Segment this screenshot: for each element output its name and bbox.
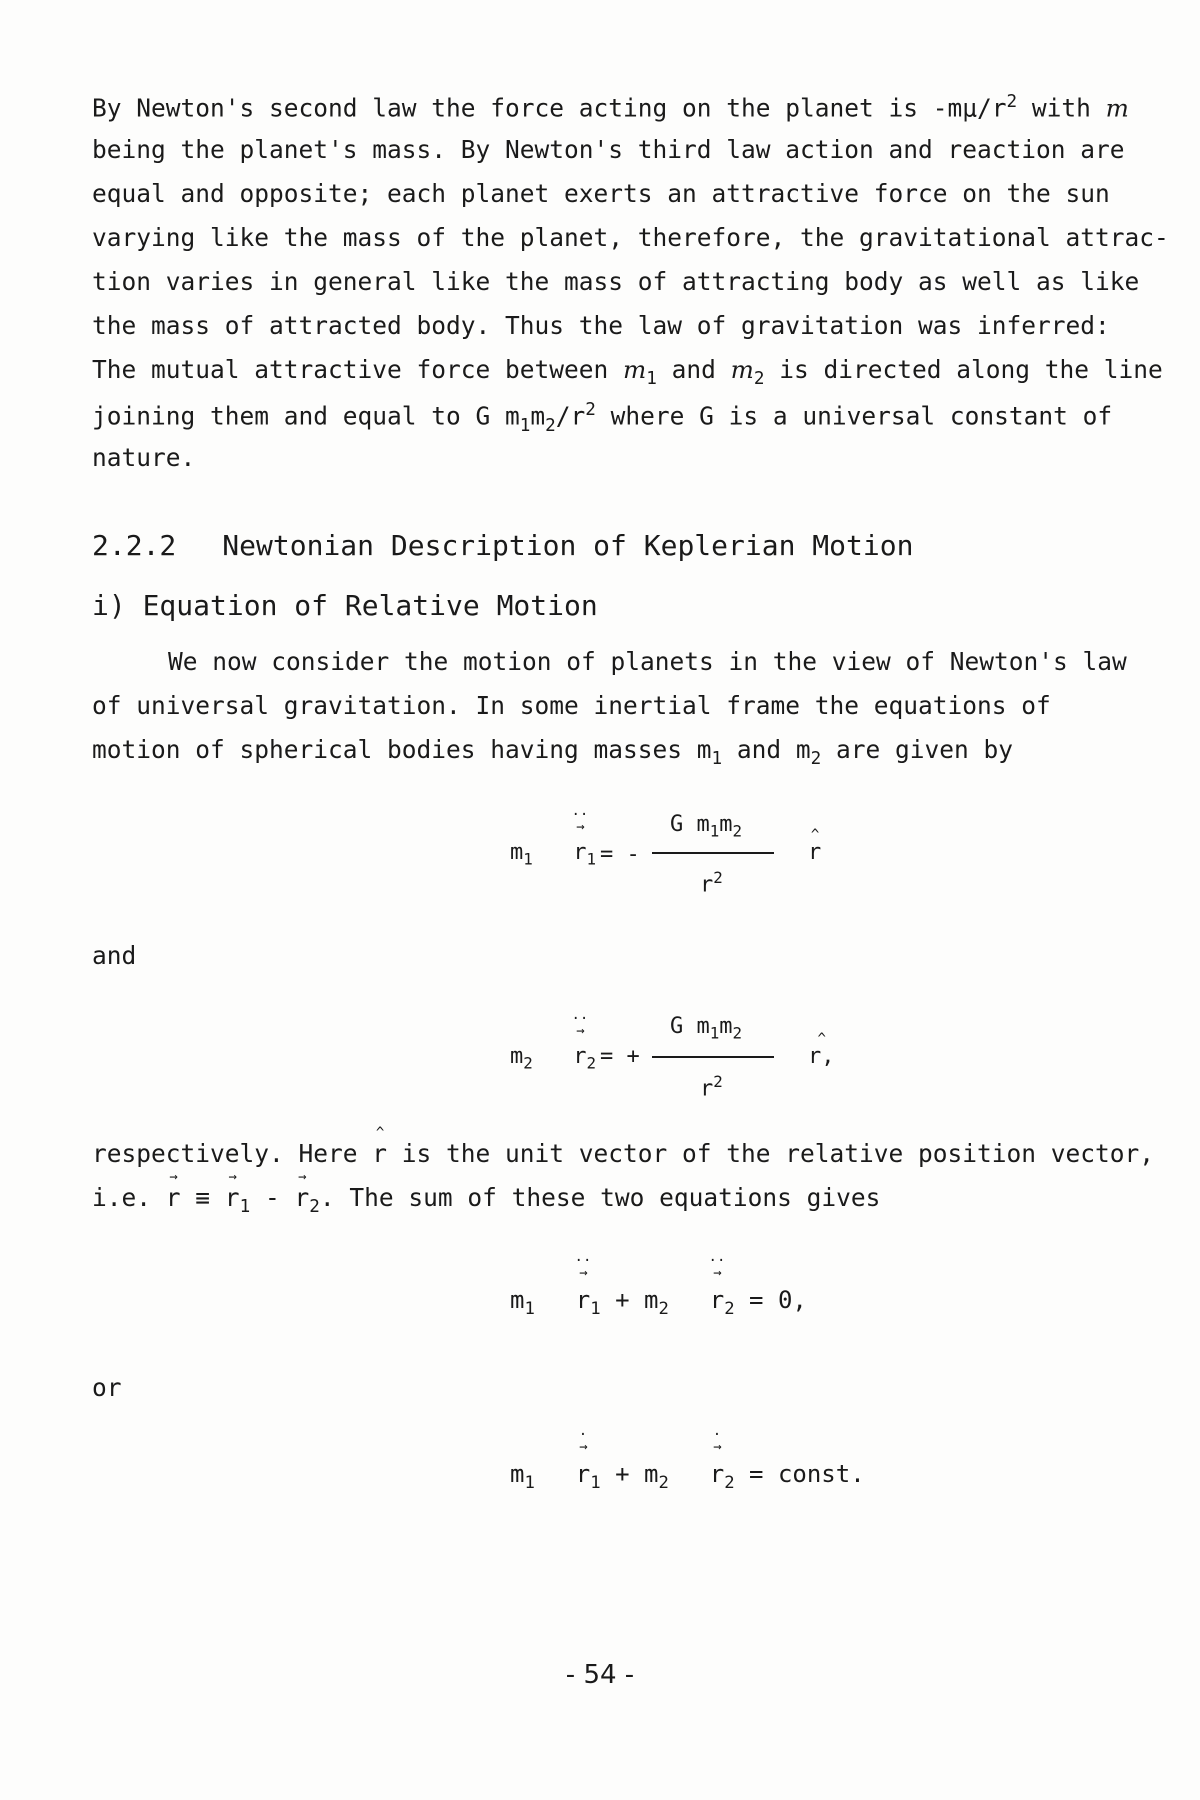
paragraph-2-line-3: motion of spherical bodies having masses $m_1$ and $m_2$ are given by	[92, 735, 1014, 770]
paragraph-3-line-1: respectively. Here ^ r is the unit vector of the relative position vector,	[92, 1125, 1155, 1168]
subsection-heading: i) Equation of Relative Motion	[92, 589, 598, 622]
and-text: and	[92, 941, 137, 970]
paragraph-3-line-2: i.e. → r ≡ → $r_1$ - → $r_2$. The sum of these two equations gives	[92, 1169, 881, 1218]
eq1-fraction-bar	[652, 852, 774, 854]
eq2-fraction-bar	[652, 1056, 774, 1058]
eq1-unit-vector: ^ r	[808, 827, 822, 865]
eq2-sign: = +	[600, 1044, 640, 1069]
eq1-numerator: G $m_1m_2$	[670, 812, 743, 841]
paragraph-1-line-8: joining them and equal to G $m_1m_2/r^2$ where G is a universal constant of	[92, 400, 1113, 436]
equation-4: $m_1$ · → $r_1 + m_2$ · → $r_2$ = const.	[510, 1427, 865, 1494]
eq2-r2-vector: ·· → r	[571, 1011, 589, 1069]
eq1-denominator: $r^2$	[700, 868, 723, 898]
eq1-lhs: $m_1$ ·· → $r_1$	[510, 807, 597, 869]
section-heading	[92, 529, 914, 562]
paragraph-1-line-2: being the planet's mass. By Newton's third law action and reaction are	[92, 135, 1125, 164]
section-number: 2.2.2	[92, 529, 177, 562]
paragraph-2-line-2: of universal gravitation. In some inertial frame the equations of	[92, 691, 1051, 720]
paragraph-1-line-1: By Newton's second law the force acting on the planet is $-m\mu/r^2$ with m	[92, 92, 1129, 123]
eq1-r1-vector: ·· → r	[571, 807, 589, 865]
eq2-lhs: $m_2$ ·· → $r_2$	[510, 1011, 597, 1073]
section-title: Newtonian Description of Keplerian Motion	[222, 529, 914, 562]
eq2-denominator: $r^2$	[700, 1072, 723, 1102]
page-number: - 54 -	[565, 1660, 635, 1690]
paragraph-1-line-4: varying like the mass of the planet, therefore, the gravitational attrac-	[92, 223, 1169, 252]
paragraph-2-line-1: We now consider the motion of planets in the view of Newton's law	[168, 647, 1127, 676]
eq1-sign: = -	[600, 842, 640, 867]
paragraph-1-line-5: tion varies in general like the mass of attracting body as well as like	[92, 267, 1140, 296]
paragraph-1-line-7: The mutual attractive force between $m_1$ and $m_2$ is directed along the line	[92, 355, 1163, 390]
eq2-numerator: G $m_1m_2$	[670, 1014, 743, 1043]
or-text: or	[92, 1373, 122, 1402]
paragraph-1-line-6: the mass of attracted body. Thus the law of gravitation was inferred:	[92, 311, 1110, 340]
paragraph-1-line-3: equal and opposite; each planet exerts an attractive force on the sun	[92, 179, 1110, 208]
equation-3: $m_1$ ·· → $r_1 + m_2$ ·· → $r_2 = 0$,	[510, 1253, 807, 1320]
eq2-unit-vector: ^ r,	[808, 1031, 835, 1069]
paragraph-1-line-9: nature.	[92, 443, 196, 472]
